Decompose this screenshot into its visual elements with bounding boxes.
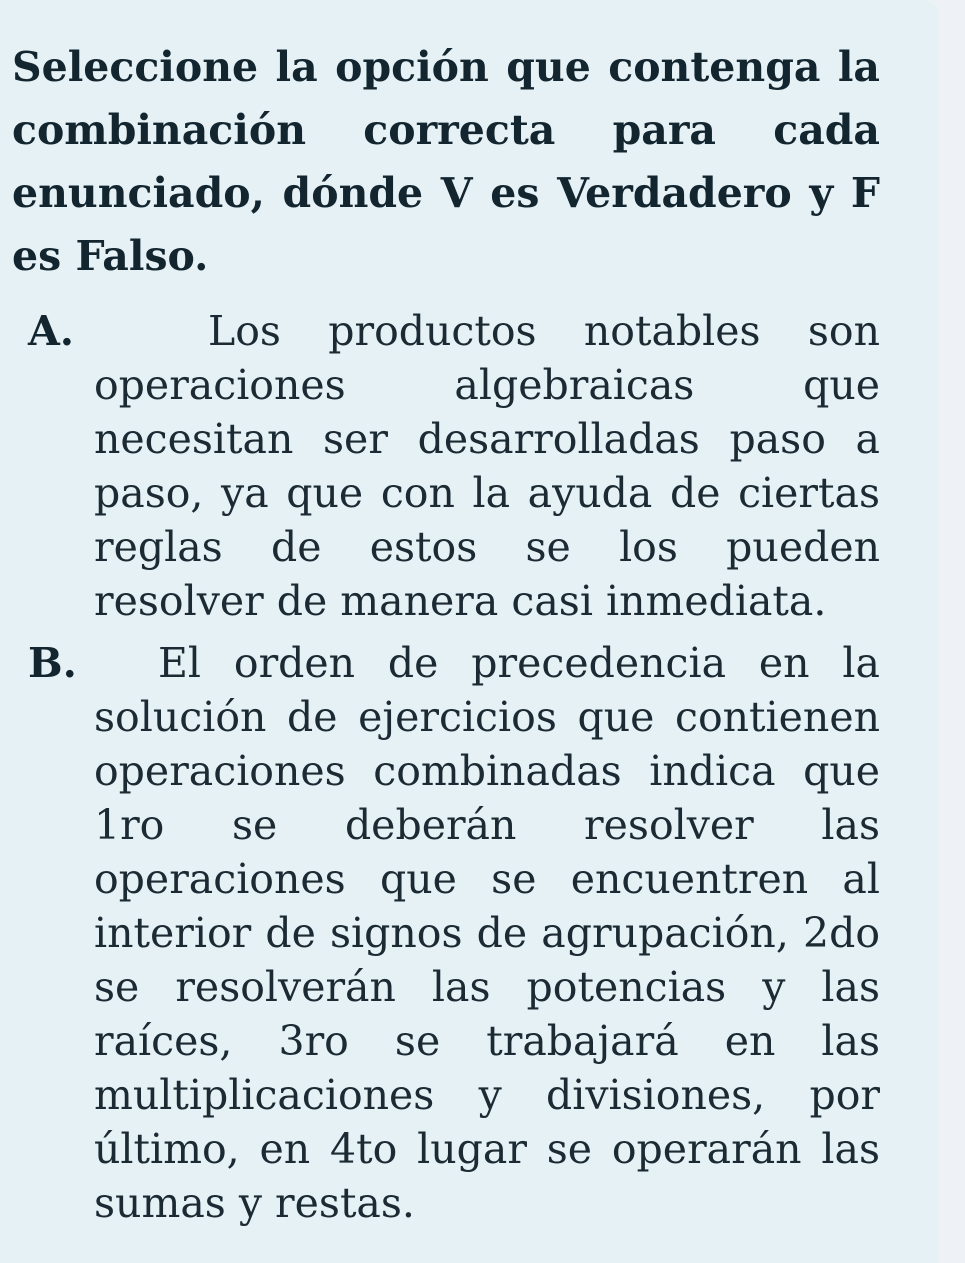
option-b-letter: B. xyxy=(28,639,77,687)
option-b-text: El orden de precedencia en la solución de ejercicios que contienen operaciones combinadas indica que 1ro se deberán resolver las operaciones que se encuentren al interior de signos de agrupación, 2do se resolverán las potencias y las raíces, 3ro se trabajará en las multiplicaciones y divisiones, por último, en 4to lugar se operarán las sumas y restas. xyxy=(94,639,880,1227)
option-a xyxy=(28,304,880,628)
option-a-letter: A. xyxy=(28,307,75,355)
option-b xyxy=(28,636,880,1230)
question-prompt: Seleccione la opción que contenga la combinación correcta para cada enunciado, dónde V es Verdadero y F es Falso. xyxy=(12,43,880,280)
option-a-text: Los productos notables son operaciones algebraicas que necesitan ser desarrolladas paso a paso, ya que con la ayuda de ciertas reglas de estos se los pueden resolver de manera casi inmediata. xyxy=(94,307,880,625)
